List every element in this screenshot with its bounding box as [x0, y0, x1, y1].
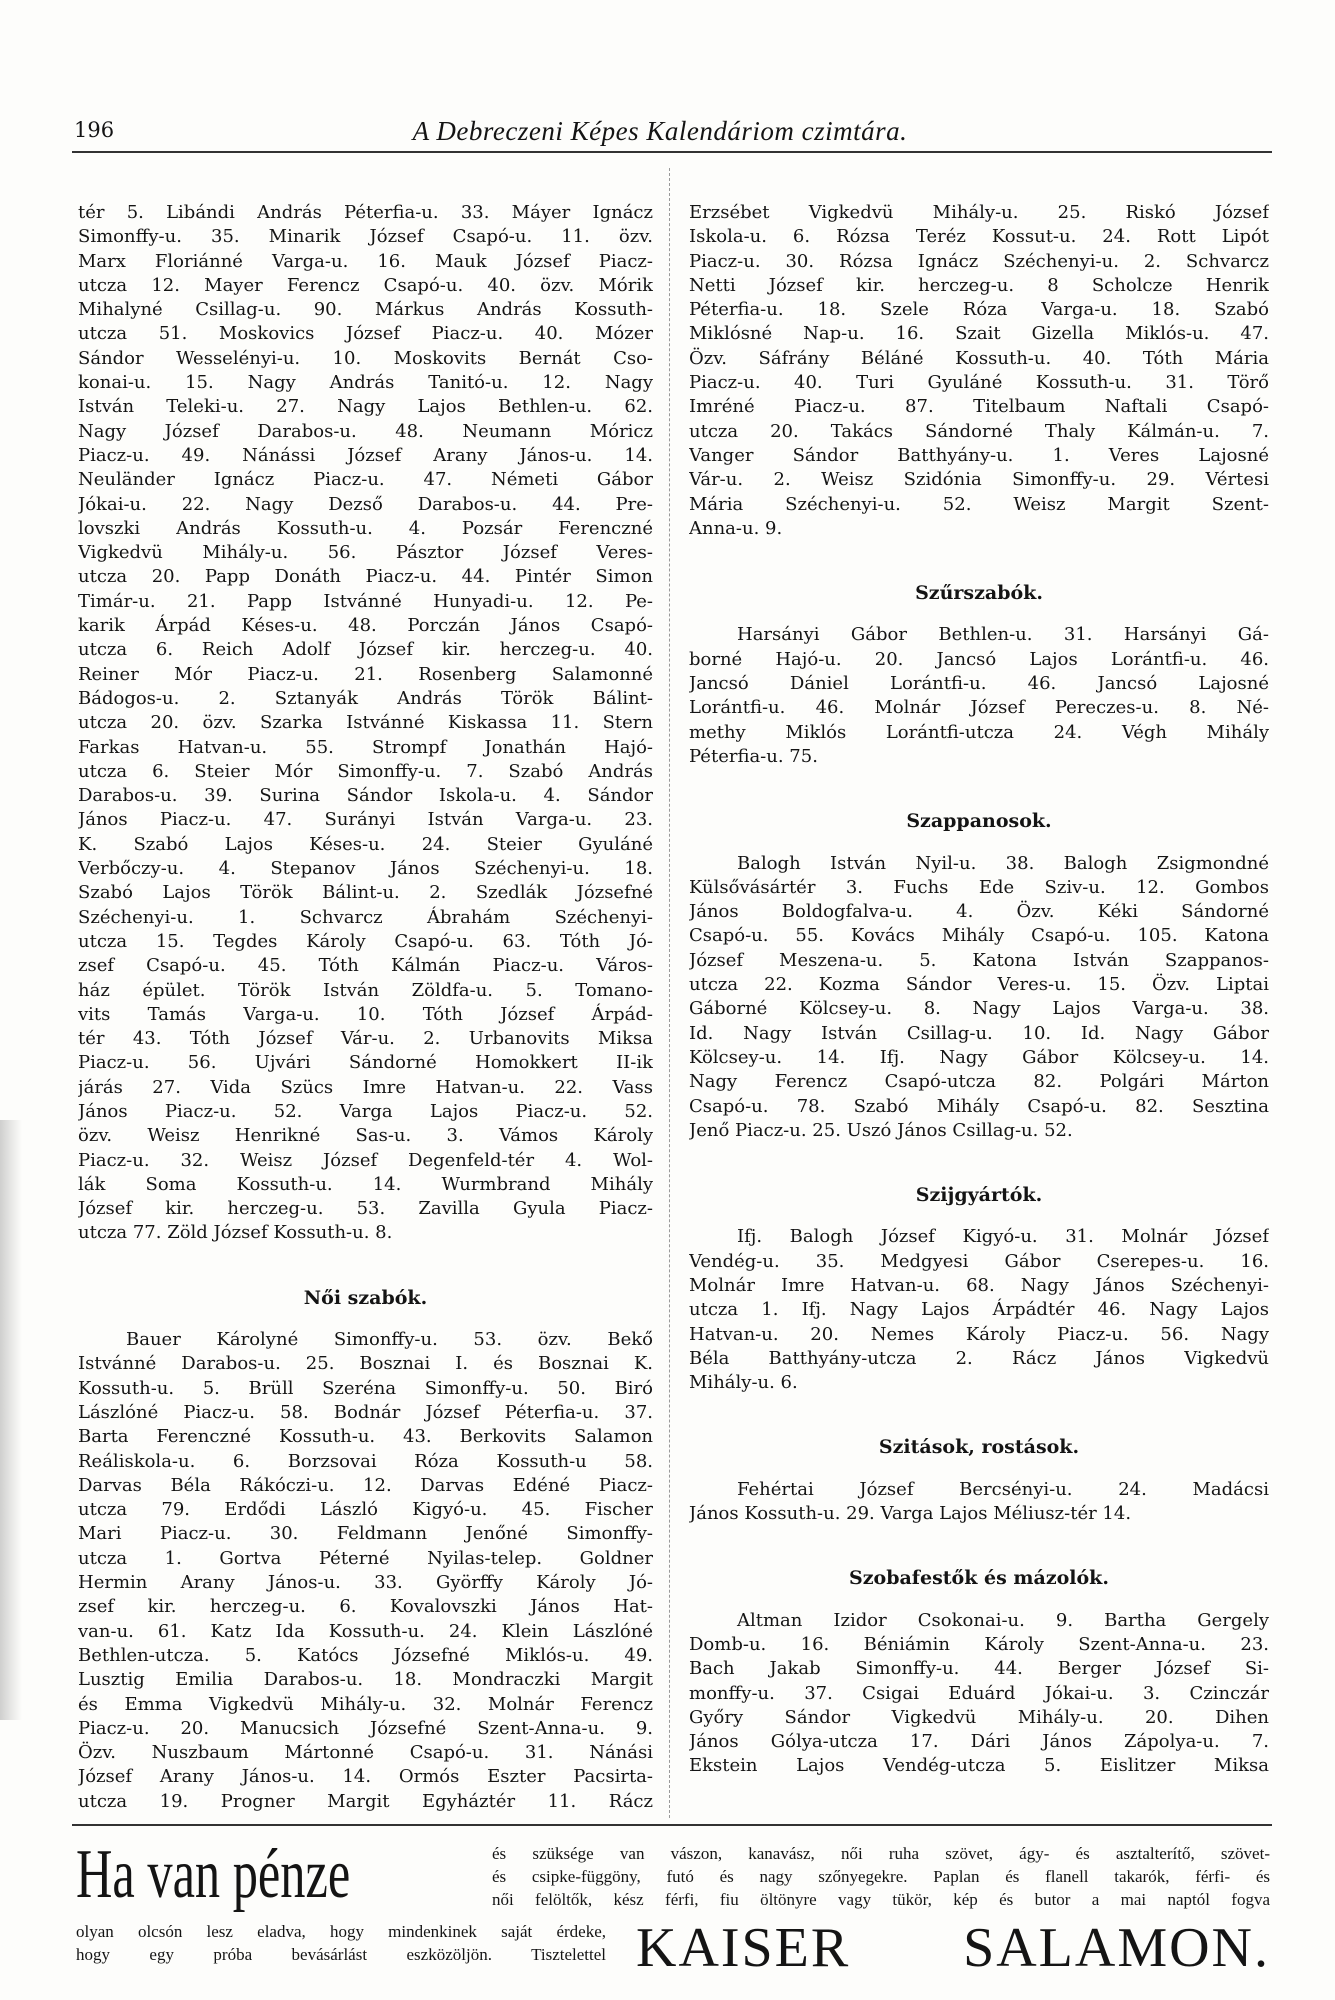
entry-line: utcza 20. Papp Donáth Piacz-u. 44. Pintér Simon — [78, 566, 653, 588]
entry-line: János Kossuth-u. 29. Varga Lajos Méliusz-tér 14. — [689, 1503, 1132, 1525]
entry-line: Mihály-u. 6. — [689, 1372, 798, 1394]
entry-line: Mari Piacz-u. 30. Feldmann Jenőné Simonffy- — [78, 1523, 653, 1545]
column-divider — [669, 168, 670, 1818]
ad-headline: Ha van pénze — [76, 1836, 351, 1913]
entry-line: vits Tamás Varga-u. 10. Tóth József Árpád- — [78, 1003, 653, 1025]
entry-line: Bauer Károlyné Simonffy-u. 53. özv. Bekő — [126, 1329, 653, 1351]
entry-line: Lusztig Emilia Darabos-u. 18. Mondraczki Margit — [78, 1669, 653, 1691]
ad-text-line: hogy egy próba bevásárlást eszközöljön. Tisztelettel — [76, 1945, 606, 1964]
directory-section — [689, 581, 1269, 769]
entry-line: Sándor Wesselényi-u. 10. Moskovits Bernát Cso- — [78, 347, 653, 369]
ad-body-left — [76, 1920, 606, 1966]
entry-line: Marx Floriánné Varga-u. 16. Mauk József Piacz- — [78, 250, 653, 272]
entry-line: utcza 22. Kozma Sándor Veres-u. 15. Özv. Liptai — [689, 974, 1269, 996]
section-heading: Női szabók. — [303, 1286, 428, 1309]
entry-line: Hermin Arany János-u. 33. Györffy Károly Jó- — [78, 1572, 653, 1594]
entry-line: János Gólya-utcza 17. Dári János Zápolya-u. 7. — [689, 1731, 1269, 1753]
directory-section — [689, 201, 1269, 541]
entry-line: Bádogos-u. 2. Sztanyák András Török Bálint- — [78, 687, 653, 709]
entry-line: methy Miklós Lorántfi-utcza 24. Végh Mihály — [689, 721, 1269, 743]
entry-line: konai-u. 15. Nagy András Tanitó-u. 12. Nagy — [78, 372, 653, 394]
directory-section — [689, 1183, 1269, 1395]
entry-line: utcza 6. Steier Mór Simonffy-u. 7. Szabó András — [78, 760, 653, 782]
entry-line: utcza 20. özv. Szarka Istvánné Kiskassa 11. Stern — [78, 712, 653, 734]
entry-line: Darabos-u. 39. Surina Sándor Iskola-u. 4. Sándor — [78, 785, 653, 807]
entry-line: József kir. herczeg-u. 53. Zavilla Gyula Piacz- — [78, 1198, 653, 1220]
entry-line: utcza 20. Takács Sándorné Thaly Kálmán-u. 7. — [689, 420, 1269, 442]
section-heading: Szijgyártók. — [915, 1184, 1043, 1207]
entry-line: Vendég-u. 35. Medgyesi Gábor Cserepes-u. 16. — [689, 1250, 1269, 1272]
entry-line: Mihalyné Csillag-u. 90. Márkus András Kossuth- — [78, 299, 653, 321]
entry-line: utcza 6. Reich Adolf József kir. herczeg-u. 40. — [78, 639, 653, 661]
entry-line: Istvánné Darabos-u. 25. Bosznai I. és Bosznai K. — [78, 1353, 653, 1375]
entry-line: Ekstein Lajos Vendég-utcza 5. Eislitzer Miksa — [689, 1755, 1269, 1777]
entry-line: Nagy Ferencz Csapó-utcza 82. Polgári Márton — [689, 1071, 1269, 1093]
entry-line: Neuländer Ignácz Piacz-u. 47. Németi Gábor — [78, 469, 653, 491]
entry-line: Győry Sándor Vigkedvü Mihály-u. 20. Dihen — [689, 1706, 1269, 1728]
entry-line: K. Szabó Lajos Késes-u. 24. Steier Gyuláné — [78, 833, 653, 855]
ad-text-line: és csipke-függöny, futó és nagy szőnyegekre. Paplan és flanell takarók, férfi- és — [492, 1867, 1270, 1886]
entry-line: monffy-u. 37. Csigai Eduárd Jókai-u. 3. Czinczár — [689, 1682, 1269, 1704]
entry-line: ház épület. Török István Zöldfa-u. 5. Tomano- — [78, 979, 653, 1001]
directory-section — [78, 201, 653, 1246]
entry-line: Gáborné Kölcsey-u. 8. Nagy Lajos Varga-u. 38. — [689, 998, 1269, 1020]
running-title: A Debreczeni Képes Kalendáriom czimtára. — [412, 116, 908, 146]
entry-line: Iskola-u. 6. Rózsa Teréz Kossut-u. 24. Rott Lipót — [689, 226, 1269, 248]
entry-line: Özv. Sáfrány Béláné Kossuth-u. 40. Tóth Mária — [689, 347, 1269, 369]
entry-line: utcza 19. Progner Margit Egyháztér 11. Rácz — [78, 1790, 653, 1812]
right-column — [689, 201, 1269, 1779]
entry-line: Timár-u. 21. Papp Istvánné Hunyadi-u. 12. Pe- — [78, 590, 653, 612]
section-heading: Szappanosok. — [906, 810, 1052, 833]
entry-line: özv. Weisz Henrikné Sas-u. 3. Vámos Károly — [78, 1125, 653, 1147]
entry-line: Vár-u. 2. Weisz Szidónia Simonffy-u. 29. Vértesi — [689, 469, 1269, 491]
entry-line: Netti József kir. herczeg-u. 8 Scholcze Henrik — [689, 274, 1269, 296]
entry-line: Bethlen-utcza. 5. Katócs Józsefné Miklós-u. 49. — [78, 1644, 653, 1666]
directory-section — [78, 1286, 653, 1814]
entry-line: Reáliskola-u. 6. Borzsovai Róza Kossuth-u 58. — [78, 1450, 653, 1472]
entry-line: Piacz-u. 20. Manucsich Józsefné Szent-Anna-u. 9. — [78, 1717, 653, 1739]
entry-line: van-u. 61. Katz Ida Kossuth-u. 24. Klein Lászlóné — [78, 1620, 653, 1642]
section-heading: Szitások, rostások. — [878, 1436, 1080, 1459]
entry-line: Piacz-u. 40. Turi Gyuláné Kossuth-u. 31. Törő — [689, 372, 1269, 394]
ad-text-line: és szüksége van vászon, kanavász, női ruha szövet, ágy- és asztalterítő, szövet- — [492, 1844, 1270, 1863]
directory-section — [689, 1435, 1269, 1526]
entry-line: Mária Széchenyi-u. 52. Weisz Margit Szent- — [689, 493, 1269, 515]
entry-line: Széchenyi-u. 1. Schvarcz Ábrahám Széchenyi- — [78, 906, 653, 928]
entry-line: utcza 12. Mayer Ferencz Csapó-u. 40. özv. Mórik — [78, 274, 653, 296]
entry-line: Simonffy-u. 35. Minarik József Csapó-u. 11. özv. — [78, 226, 653, 248]
entry-line: Kossuth-u. 5. Brüll Szeréna Simonffy-u. 50. Biró — [78, 1377, 653, 1399]
left-column — [78, 201, 653, 1814]
entry-line: Béla Batthyány-utcza 2. Rácz János Vigkedvü — [689, 1347, 1269, 1369]
entry-line: Balogh István Nyil-u. 38. Balogh Zsigmondné — [737, 852, 1269, 874]
entry-line: Szabó Lajos Török Bálint-u. 2. Szedlák Józsefné — [78, 882, 653, 904]
entry-line: és Emma Vigkedvü Mihály-u. 32. Molnár Ferencz — [78, 1693, 653, 1715]
scan-edge-shadow — [0, 1120, 22, 1720]
entry-line: Piacz-u. 56. Ujvári Sándorné Homokkert II-ik — [78, 1052, 653, 1074]
entry-line: Csapó-u. 55. Kovács Mihály Csapó-u. 105. Katona — [689, 925, 1269, 947]
entry-line: Kölcsey-u. 14. Ifj. Nagy Gábor Kölcsey-u. 14. — [689, 1046, 1269, 1068]
entry-line: Anna-u. 9. — [689, 517, 783, 539]
ad-text-line: női felöltők, kész férfi, fiu öltönyre vagy tükör, kép és butor a mai naptól fogva — [492, 1890, 1270, 1909]
entry-line: Miklósné Nap-u. 16. Szait Gizella Miklós-u. 47. — [689, 323, 1269, 345]
entry-line: János Piacz-u. 52. Varga Lajos Piacz-u. 52. — [78, 1100, 653, 1122]
entry-line: utcza 15. Tegdes Károly Csapó-u. 63. Tóth Jó- — [78, 930, 653, 952]
entry-line: Péterfia-u. 75. — [689, 745, 818, 767]
entry-line: Hatvan-u. 20. Nemes Károly Piacz-u. 56. Nagy — [689, 1323, 1269, 1345]
entry-line: Külsővásártér 3. Fuchs Ede Sziv-u. 12. Gombos — [689, 876, 1269, 898]
entry-line: Id. Nagy István Csillag-u. 10. Id. Nagy Gábor — [689, 1022, 1269, 1044]
entry-line: Imréné Piacz-u. 87. Titelbaum Naftali Csapó- — [689, 396, 1269, 418]
ad-text-line: olyan olcsón lesz eladva, hogy mindenkinek saját érdeke, — [76, 1922, 606, 1941]
entry-line: Jancsó Dániel Lorántfi-u. 46. Jancsó Lajosné — [689, 673, 1269, 695]
entry-line: Fehértai József Bercsényi-u. 24. Madácsi — [737, 1478, 1269, 1500]
section-heading: Szobafestők és mázolók. — [849, 1567, 1109, 1590]
directory-section — [689, 809, 1269, 1143]
entry-line: Piacz-u. 32. Weisz József Degenfeld-tér 4. Wol- — [78, 1149, 653, 1171]
entry-line: Lászlóné Piacz-u. 58. Bodnár József Péterfia-u. 37. — [78, 1401, 653, 1423]
entry-line: Harsányi Gábor Bethlen-u. 31. Harsányi Gá- — [737, 624, 1269, 646]
entry-line: József Arany János-u. 14. Ormós Eszter Pacsirta- — [78, 1766, 653, 1788]
footer-rule — [72, 1824, 1272, 1826]
entry-line: Farkas Hatvan-u. 55. Strompf Jonathán Hajó- — [78, 736, 653, 758]
entry-line: Özv. Nuszbaum Mártonné Csapó-u. 31. Nánási — [78, 1742, 653, 1764]
ad-signature: KAISER SALAMON. — [636, 1917, 1270, 1979]
entry-line: Jenő Piacz-u. 25. Uszó János Csillag-u. 52. — [689, 1119, 1073, 1141]
entry-line: Lorántfi-u. 46. Molnár József Pereczes-u. 8. Né- — [689, 697, 1269, 719]
entry-line: Darvas Béla Rákóczi-u. 12. Darvas Edéné Piacz- — [78, 1474, 653, 1496]
entry-line: Barta Ferenczné Kossuth-u. 43. Berkovits Salamon — [78, 1426, 653, 1448]
section-heading: Szűrszabók. — [915, 582, 1043, 605]
entry-line: borné Hajó-u. 20. Jancsó Lajos Lorántfi-u. 46. — [689, 648, 1269, 670]
entry-line: tér 43. Tóth József Vár-u. 2. Urbanovits Miksa — [78, 1028, 653, 1050]
entry-line: Reiner Mór Piacz-u. 21. Rosenberg Salamonné — [78, 663, 653, 685]
entry-line: Nagy József Darabos-u. 48. Neumann Móricz — [78, 420, 653, 442]
entry-line: Verbőczy-u. 4. Stepanov János Széchenyi-u. 18. — [78, 858, 653, 880]
entry-line: utcza 77. Zöld József Kossuth-u. 8. — [78, 1222, 393, 1244]
entry-line: Molnár Imre Hatvan-u. 68. Nagy János Széchenyi- — [689, 1274, 1269, 1296]
entry-line: Piacz-u. 49. Nánássi József Arany János-u. 14. — [78, 444, 653, 466]
entry-line: Vanger Sándor Batthyány-u. 1. Veres Lajosné — [689, 444, 1269, 466]
entry-line: Erzsébet Vigkedvü Mihály-u. 25. Riskó József — [689, 202, 1269, 223]
entry-line: zsef kir. herczeg-u. 6. Kovalovszki János Hat- — [78, 1596, 653, 1618]
entry-line: karik Árpád Késes-u. 48. Porczán János Csapó- — [78, 615, 653, 637]
entry-line: Jókai-u. 22. Nagy Dezső Darabos-u. 44. Pre- — [78, 493, 653, 515]
entry-line: utcza 1. Gortva Péterné Nyilas-telep. Goldner — [78, 1547, 653, 1569]
entry-line: József Meszena-u. 5. Katona István Szappanos- — [689, 949, 1269, 971]
entry-line: Ifj. Balogh József Kigyó-u. 31. Molnár József — [737, 1226, 1269, 1248]
entry-line: István Teleki-u. 27. Nagy Lajos Bethlen-u. 62. — [78, 396, 653, 418]
entry-line: utcza 79. Erdődi László Kigyó-u. 45. Fischer — [78, 1499, 653, 1521]
entry-line: Vigkedvü Mihály-u. 56. Pásztor József Veres- — [78, 542, 653, 564]
directory-section — [689, 1566, 1269, 1778]
ad-body-right — [492, 1842, 1270, 1911]
entry-line: János Boldogfalva-u. 4. Özv. Kéki Sándorné — [689, 901, 1269, 923]
entry-line: Péterfia-u. 18. Szele Róza Varga-u. 18. Szabó — [689, 299, 1269, 321]
entry-line: lovszki András Kossuth-u. 4. Pozsár Ferenczné — [78, 517, 653, 539]
entry-line: Csapó-u. 78. Szabó Mihály Csapó-u. 82. Sesztina — [689, 1095, 1269, 1117]
entry-line: János Piacz-u. 47. Surányi István Varga-u. 23. — [78, 809, 653, 831]
entry-line: járás 27. Vida Szücs Imre Hatvan-u. 22. Vass — [78, 1076, 653, 1098]
entry-line: Bach Jakab Simonffy-u. 44. Berger József Si- — [689, 1658, 1269, 1680]
header-rule — [72, 151, 1272, 153]
entry-line: utcza 51. Moskovics József Piacz-u. 40. Mózer — [78, 323, 653, 345]
entry-line: zsef Csapó-u. 45. Tóth Kálmán Piacz-u. Város- — [78, 955, 653, 977]
page-number: 196 — [74, 118, 115, 142]
entry-line: Piacz-u. 30. Rózsa Ignácz Széchenyi-u. 2. Schvarcz — [689, 250, 1269, 272]
entry-line: lák Soma Kossuth-u. 14. Wurmbrand Mihály — [78, 1173, 653, 1195]
entry-line: utcza 1. Ifj. Nagy Lajos Árpádtér 46. Nagy Lajos — [689, 1299, 1269, 1321]
entry-line: Domb-u. 16. Béniámin Károly Szent-Anna-u. 23. — [689, 1633, 1269, 1655]
entry-line: tér 5. Libándi András Péterfia-u. 33. Máyer Ignácz — [78, 202, 653, 223]
entry-line: Altman Izidor Csokonai-u. 9. Bartha Gergely — [737, 1609, 1269, 1631]
